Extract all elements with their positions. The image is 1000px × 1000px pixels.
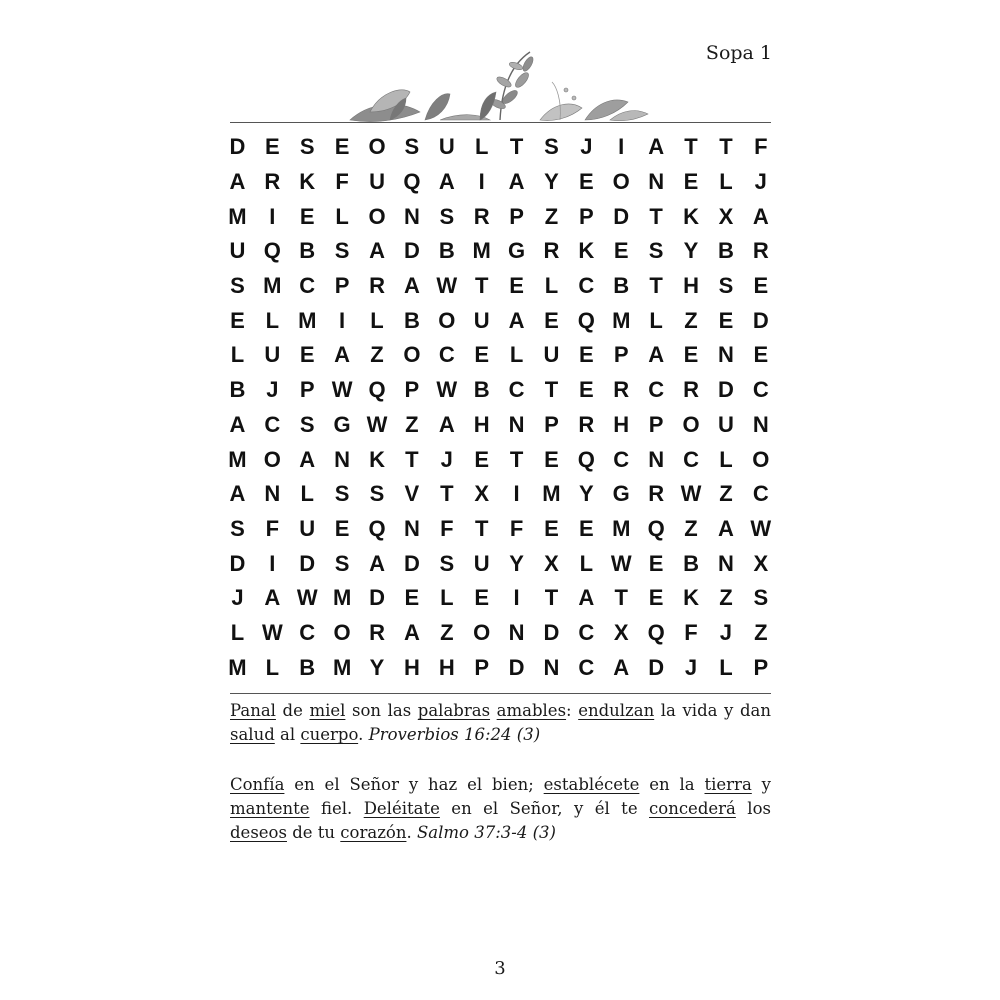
verse-reference: Salmo 37:3-4 (3) (416, 823, 556, 842)
grid-letter[interactable]: E (648, 585, 664, 611)
grid-letter[interactable]: U (369, 169, 385, 195)
grid-letter[interactable]: P (753, 654, 769, 680)
grid-letter[interactable]: N (717, 550, 734, 576)
grid-letter[interactable]: S (404, 134, 420, 160)
grid-letter[interactable]: X (613, 619, 629, 645)
grid-letter[interactable]: O (752, 446, 770, 472)
grid-letter[interactable]: A (369, 550, 385, 576)
grid-letter[interactable]: I (339, 307, 346, 333)
grid-letter[interactable]: M (332, 654, 352, 680)
grid-letter[interactable]: L (544, 273, 559, 299)
grid-letter[interactable]: E (474, 342, 490, 368)
grid-letter[interactable]: I (513, 585, 520, 611)
grid-letter[interactable]: E (544, 446, 559, 472)
grid-letter[interactable]: O (438, 307, 456, 333)
grid-letter[interactable]: W (436, 273, 458, 299)
grid-letter[interactable]: O (368, 203, 386, 229)
grid-letter[interactable]: K (369, 446, 385, 472)
grid-letter[interactable]: M (612, 307, 631, 333)
grid-letter[interactable]: A (334, 342, 351, 368)
grid-letter[interactable]: D (717, 377, 734, 403)
grid-letter[interactable]: A (229, 411, 246, 437)
grid-letter[interactable]: I (618, 134, 625, 160)
grid-letter[interactable]: Q (577, 446, 595, 472)
grid-letter[interactable]: E (579, 169, 594, 195)
grid-letter[interactable]: A (369, 238, 385, 264)
grid-letter[interactable]: B (683, 550, 699, 576)
grid-letter[interactable]: P (544, 411, 559, 437)
grid-letter[interactable]: S (439, 203, 455, 229)
grid-letter[interactable]: C (508, 377, 525, 403)
grid-letter[interactable]: P (474, 654, 490, 680)
grid-letter[interactable]: A (403, 273, 420, 299)
grid-letter[interactable]: E (299, 342, 315, 368)
grid-letter[interactable]: E (718, 307, 734, 333)
grid-letter[interactable]: Y (683, 238, 699, 264)
grid-letter[interactable]: C (683, 446, 699, 472)
grid-letter[interactable]: G (508, 238, 526, 264)
grid-letter[interactable]: N (403, 515, 420, 541)
grid-letter[interactable]: E (683, 342, 699, 368)
grid-letter[interactable]: A (438, 169, 455, 195)
grid-letter[interactable]: T (474, 515, 489, 541)
grid-letter[interactable]: N (508, 619, 525, 645)
verse-text: de (275, 701, 310, 720)
grid-letter[interactable]: A (508, 307, 525, 333)
grid-letter[interactable]: U (264, 342, 281, 368)
grid-letter[interactable]: L (370, 307, 384, 333)
highlighted-word: establécete (543, 775, 640, 794)
grid-letter[interactable]: H (403, 654, 420, 680)
grid-letter[interactable]: N (717, 342, 734, 368)
grid-letter[interactable]: A (299, 446, 316, 472)
verse-block (230, 773, 771, 845)
grid-letter[interactable]: Y (544, 169, 559, 195)
bottom-divider (230, 693, 771, 694)
grid-letter[interactable]: S (648, 238, 664, 264)
grid-letter[interactable]: T (440, 481, 454, 507)
grid-letter[interactable]: J (719, 619, 733, 645)
grid-letter[interactable]: D (613, 203, 630, 229)
grid-letter[interactable]: Z (370, 342, 384, 368)
grid-letter[interactable]: G (333, 411, 351, 437)
grid-letter[interactable]: N (508, 411, 525, 437)
grid-letter[interactable]: L (335, 203, 349, 229)
highlighted-word: miel (309, 701, 346, 720)
grid-letter[interactable]: S (334, 550, 350, 576)
grid-letter[interactable]: S (230, 515, 245, 541)
grid-letter[interactable]: E (753, 342, 769, 368)
verse-text: . (406, 823, 417, 842)
grid-letter[interactable]: R (369, 619, 385, 645)
grid-letter[interactable]: M (298, 307, 317, 333)
grid-letter[interactable]: A (648, 342, 665, 368)
grid-letter[interactable]: O (403, 342, 421, 368)
grid-letter[interactable]: D (752, 307, 769, 333)
highlighted-word: tierra (704, 775, 752, 794)
verse-text: los (735, 799, 771, 818)
grid-letter[interactable]: O (333, 619, 351, 645)
grid-letter[interactable]: B (299, 654, 316, 680)
grid-letter[interactable]: N (648, 446, 665, 472)
grid-letter[interactable]: S (718, 273, 734, 299)
grid-letter[interactable]: Y (579, 481, 594, 507)
grid-letter[interactable]: L (300, 481, 314, 507)
grid-letter[interactable]: W (366, 411, 388, 437)
grid-letter[interactable]: T (405, 446, 419, 472)
verse-text: y (751, 775, 771, 794)
grid-letter[interactable]: A (508, 169, 525, 195)
highlighted-word: amables (496, 701, 567, 720)
grid-letter[interactable]: X (474, 481, 490, 507)
grid-letter[interactable]: N (648, 169, 665, 195)
grid-letter[interactable]: S (299, 411, 315, 437)
verse-text: la vida y dan (654, 701, 771, 720)
grid-letter[interactable]: G (612, 481, 630, 507)
grid-letter[interactable]: M (332, 585, 352, 611)
grid-letter[interactable]: M (542, 481, 561, 507)
grid-letter[interactable]: W (750, 515, 772, 541)
grid-letter[interactable]: C (264, 411, 281, 437)
grid-letter[interactable]: I (478, 169, 485, 195)
grid-letter[interactable]: U (717, 411, 734, 437)
grid-letter[interactable]: E (474, 446, 490, 472)
grid-letter[interactable]: C (613, 446, 630, 472)
grid-letter[interactable]: A (717, 515, 734, 541)
verse-text: de tu (286, 823, 341, 842)
grid-letter[interactable]: M (228, 654, 247, 680)
grid-letter[interactable]: Q (647, 515, 665, 541)
grid-letter[interactable]: E (264, 134, 280, 160)
grid-letter[interactable]: C (578, 273, 595, 299)
grid-letter[interactable]: W (261, 619, 283, 645)
grid-letter[interactable]: A (578, 585, 595, 611)
grid-letter[interactable]: A (229, 481, 246, 507)
grid-letter[interactable]: L (230, 619, 245, 645)
grid-letter[interactable]: E (404, 585, 420, 611)
grid-letter[interactable]: W (331, 377, 353, 403)
top-divider (230, 122, 771, 123)
highlighted-word: Confía (230, 775, 285, 794)
grid-letter[interactable]: C (299, 273, 316, 299)
highlighted-word: concederá (649, 799, 736, 818)
grid-letter[interactable]: Y (509, 550, 524, 576)
verse-text: en el Señor, y él te (439, 799, 650, 818)
grid-letter[interactable]: L (474, 134, 489, 160)
grid-letter[interactable]: W (680, 481, 702, 507)
grid-letter[interactable]: N (334, 446, 351, 472)
grid-letter[interactable]: Z (684, 515, 698, 541)
grid-letter[interactable]: D (299, 550, 316, 576)
grid-letter[interactable]: Z (405, 411, 419, 437)
grid-letter[interactable]: L (265, 654, 280, 680)
grid-letter[interactable]: T (614, 585, 628, 611)
grid-letter[interactable]: X (544, 550, 559, 576)
grid-letter[interactable]: H (683, 273, 699, 299)
verse-reference: Proverbios 16:24 (3) (368, 725, 541, 744)
grid-letter[interactable]: E (579, 515, 594, 541)
grid-letter[interactable]: R (683, 377, 699, 403)
grid-letter[interactable]: N (403, 203, 420, 229)
grid-letter[interactable]: E (334, 134, 350, 160)
grid-letter[interactable]: R (264, 169, 281, 195)
grid-letter[interactable]: C (578, 654, 595, 680)
grid-letter[interactable]: O (612, 169, 630, 195)
grid-letter[interactable]: D (229, 550, 246, 576)
grid-letter[interactable]: A (752, 203, 769, 229)
page-number: 3 (494, 958, 506, 979)
grid-letter[interactable]: R (578, 411, 595, 437)
grid-letter[interactable]: C (438, 342, 455, 368)
grid-letter[interactable]: R (543, 238, 560, 264)
grid-letter[interactable]: A (438, 411, 455, 437)
foliage-decoration-icon (330, 42, 660, 124)
grid-letter[interactable]: O (682, 411, 700, 437)
grid-letter[interactable]: E (334, 515, 350, 541)
verse-text: fiel. (309, 799, 364, 818)
grid-letter[interactable]: X (718, 203, 734, 229)
verse-text: . (358, 725, 369, 744)
grid-letter[interactable]: I (269, 550, 276, 576)
grid-letter[interactable]: A (403, 619, 420, 645)
grid-letter[interactable]: M (228, 203, 247, 229)
grid-letter[interactable]: U (438, 134, 455, 160)
grid-letter[interactable]: S (230, 273, 245, 299)
highlighted-word: Panal (230, 701, 276, 720)
highlighted-word: salud (230, 725, 275, 744)
grid-letter[interactable]: W (610, 550, 632, 576)
grid-letter[interactable]: M (472, 238, 491, 264)
grid-letter[interactable]: T (719, 134, 733, 160)
grid-letter[interactable]: I (269, 203, 276, 229)
grid-letter[interactable]: K (299, 169, 316, 195)
grid-letter[interactable]: P (648, 411, 664, 437)
grid-letter[interactable]: C (578, 619, 595, 645)
verse-block (230, 699, 771, 747)
grid-letter[interactable]: C (752, 377, 769, 403)
grid-letter[interactable]: T (509, 446, 524, 472)
grid-letter[interactable]: L (509, 342, 524, 368)
grid-letter[interactable]: Z (754, 619, 768, 645)
grid-letter[interactable]: D (229, 134, 246, 160)
grid-letter[interactable]: P (613, 342, 629, 368)
grid-letter[interactable]: P (579, 203, 594, 229)
grid-letter[interactable]: Z (440, 619, 454, 645)
grid-letter[interactable]: A (229, 169, 246, 195)
highlighted-word: Deléitate (363, 799, 440, 818)
grid-letter[interactable]: T (474, 273, 489, 299)
grid-letter[interactable]: E (474, 585, 490, 611)
grid-letter[interactable]: M (263, 273, 282, 299)
grid-letter[interactable]: D (648, 654, 665, 680)
grid-letter[interactable]: S (334, 238, 350, 264)
grid-letter[interactable]: T (649, 203, 663, 229)
grid-letter[interactable]: E (753, 273, 769, 299)
grid-letter[interactable]: Q (647, 619, 665, 645)
grid-letter[interactable]: S (299, 134, 315, 160)
grid-letter[interactable]: L (440, 585, 454, 611)
grid-letter[interactable]: E (683, 169, 699, 195)
grid-letter[interactable]: R (752, 238, 769, 264)
grid-letter[interactable]: C (299, 619, 316, 645)
grid-letter[interactable]: U (473, 550, 490, 576)
grid-letter[interactable]: O (473, 619, 491, 645)
grid-letter[interactable]: E (299, 203, 315, 229)
grid-letter[interactable]: U (299, 515, 316, 541)
grid-letter[interactable]: E (544, 515, 559, 541)
grid-letter[interactable]: D (403, 550, 420, 576)
grid-letter[interactable]: M (612, 515, 631, 541)
highlighted-word: palabras (417, 701, 491, 720)
grid-letter[interactable]: K (578, 238, 595, 264)
grid-letter[interactable]: F (754, 134, 768, 160)
grid-letter[interactable]: S (544, 134, 559, 160)
grid-letter[interactable]: C (648, 377, 665, 403)
grid-letter[interactable]: I (513, 481, 520, 507)
grid-letter[interactable]: R (473, 203, 490, 229)
grid-letter[interactable]: X (753, 550, 769, 576)
grid-letter[interactable]: W (296, 585, 318, 611)
grid-letter[interactable]: O (368, 134, 386, 160)
grid-letter[interactable]: T (684, 134, 698, 160)
grid-letter[interactable]: B (473, 377, 490, 403)
grid-letter[interactable]: C (752, 481, 769, 507)
grid-letter[interactable]: T (509, 134, 524, 160)
grid-letter[interactable]: U (229, 238, 246, 264)
grid-letter[interactable]: Q (368, 377, 386, 403)
grid-letter[interactable]: K (683, 585, 699, 611)
grid-letter[interactable]: E (579, 342, 594, 368)
grid-letter[interactable]: H (473, 411, 490, 437)
verse-text: en el Señor y haz el bien; (284, 775, 544, 794)
grid-letter[interactable]: T (544, 377, 559, 403)
grid-letter[interactable]: P (334, 273, 350, 299)
verse-text: al (274, 725, 301, 744)
verse-text: son las (345, 701, 418, 720)
grid-letter[interactable]: L (579, 550, 594, 576)
grid-letter[interactable]: W (436, 377, 458, 403)
grid-letter[interactable]: N (264, 481, 281, 507)
grid-letter[interactable]: B (229, 377, 246, 403)
grid-letter[interactable]: Q (403, 169, 421, 195)
grid-letter[interactable]: S (334, 481, 350, 507)
word-search-grid (220, 130, 780, 685)
grid-letter[interactable]: H (438, 654, 455, 680)
verse-text: : (566, 701, 579, 720)
grid-letter[interactable]: Z (719, 585, 733, 611)
grid-letter[interactable]: A (264, 585, 281, 611)
grid-letter[interactable]: V (404, 481, 420, 507)
grid-letter[interactable]: J (754, 169, 767, 195)
verse-text (490, 701, 497, 720)
grid-letter[interactable]: T (649, 273, 663, 299)
grid-letter[interactable]: Z (719, 481, 733, 507)
grid-letter[interactable]: U (473, 307, 490, 333)
grid-letter[interactable]: Q (577, 307, 595, 333)
grid-letter[interactable]: Q (368, 515, 386, 541)
grid-letter[interactable]: F (684, 619, 698, 645)
grid-letter[interactable]: S (439, 550, 455, 576)
grid-letter[interactable]: P (404, 377, 420, 403)
grid-letter[interactable]: R (369, 273, 385, 299)
grid-letter[interactable]: H (613, 411, 630, 437)
grid-letter[interactable]: O (263, 446, 281, 472)
grid-letter[interactable]: P (509, 203, 524, 229)
page-title: Sopa 1 (705, 42, 772, 64)
highlighted-word: corazón (340, 823, 407, 842)
grid-letter[interactable]: L (719, 654, 733, 680)
grid-letter[interactable]: B (403, 307, 420, 333)
grid-letter[interactable]: F (265, 515, 280, 541)
grid-letter[interactable]: D (403, 238, 420, 264)
grid-letter[interactable]: D (543, 619, 560, 645)
grid-letter[interactable]: L (719, 446, 733, 472)
grid-letter[interactable]: R (613, 377, 630, 403)
grid-letter[interactable]: Z (544, 203, 559, 229)
grid-letter[interactable]: S (369, 481, 385, 507)
grid-letter[interactable]: E (230, 307, 245, 333)
grid-letter[interactable]: P (299, 377, 315, 403)
grid-letter[interactable]: K (683, 203, 699, 229)
grid-letter[interactable]: R (648, 481, 665, 507)
grid-letter[interactable]: Q (263, 238, 281, 264)
grid-letter[interactable]: F (440, 515, 454, 541)
grid-letter[interactable]: E (579, 377, 594, 403)
grid-letter[interactable]: T (544, 585, 559, 611)
grid-letter[interactable]: F (335, 169, 349, 195)
grid-letter[interactable]: J (684, 654, 698, 680)
grid-letter[interactable]: D (369, 585, 385, 611)
grid-letter[interactable]: L (649, 307, 663, 333)
grid-letter[interactable]: A (613, 654, 630, 680)
verse-text: en la (639, 775, 705, 794)
grid-letter[interactable]: B (613, 273, 630, 299)
grid-letter[interactable]: N (752, 411, 769, 437)
grid-letter[interactable]: J (440, 446, 453, 472)
grid-letter[interactable]: M (228, 446, 247, 472)
grid-letter[interactable]: L (719, 169, 733, 195)
grid-letter[interactable]: A (648, 134, 665, 160)
grid-letter[interactable]: E (544, 307, 559, 333)
grid-letter[interactable]: J (231, 585, 244, 611)
grid-letter[interactable]: S (753, 585, 769, 611)
grid-letter[interactable]: B (438, 238, 455, 264)
grid-letter[interactable]: Z (684, 307, 698, 333)
grid-letter[interactable]: L (230, 342, 245, 368)
highlighted-word: deseos (230, 823, 287, 842)
highlighted-word: endulzan (578, 701, 655, 720)
grid-letter[interactable]: Y (369, 654, 385, 680)
grid-letter[interactable]: J (266, 377, 279, 403)
grid-letter[interactable]: F (509, 515, 524, 541)
grid-letter[interactable]: E (648, 550, 664, 576)
highlighted-word: mantente (230, 799, 310, 818)
grid-letter[interactable]: L (265, 307, 280, 333)
grid-letter[interactable]: E (509, 273, 524, 299)
highlighted-word: cuerpo (300, 725, 359, 744)
grid-letter[interactable]: N (543, 654, 560, 680)
grid-letter[interactable]: E (613, 238, 629, 264)
grid-letter[interactable]: J (580, 134, 593, 160)
grid-letter[interactable]: D (508, 654, 525, 680)
grid-letter[interactable]: B (717, 238, 734, 264)
grid-letter[interactable]: U (543, 342, 560, 368)
grid-letter[interactable]: B (299, 238, 316, 264)
